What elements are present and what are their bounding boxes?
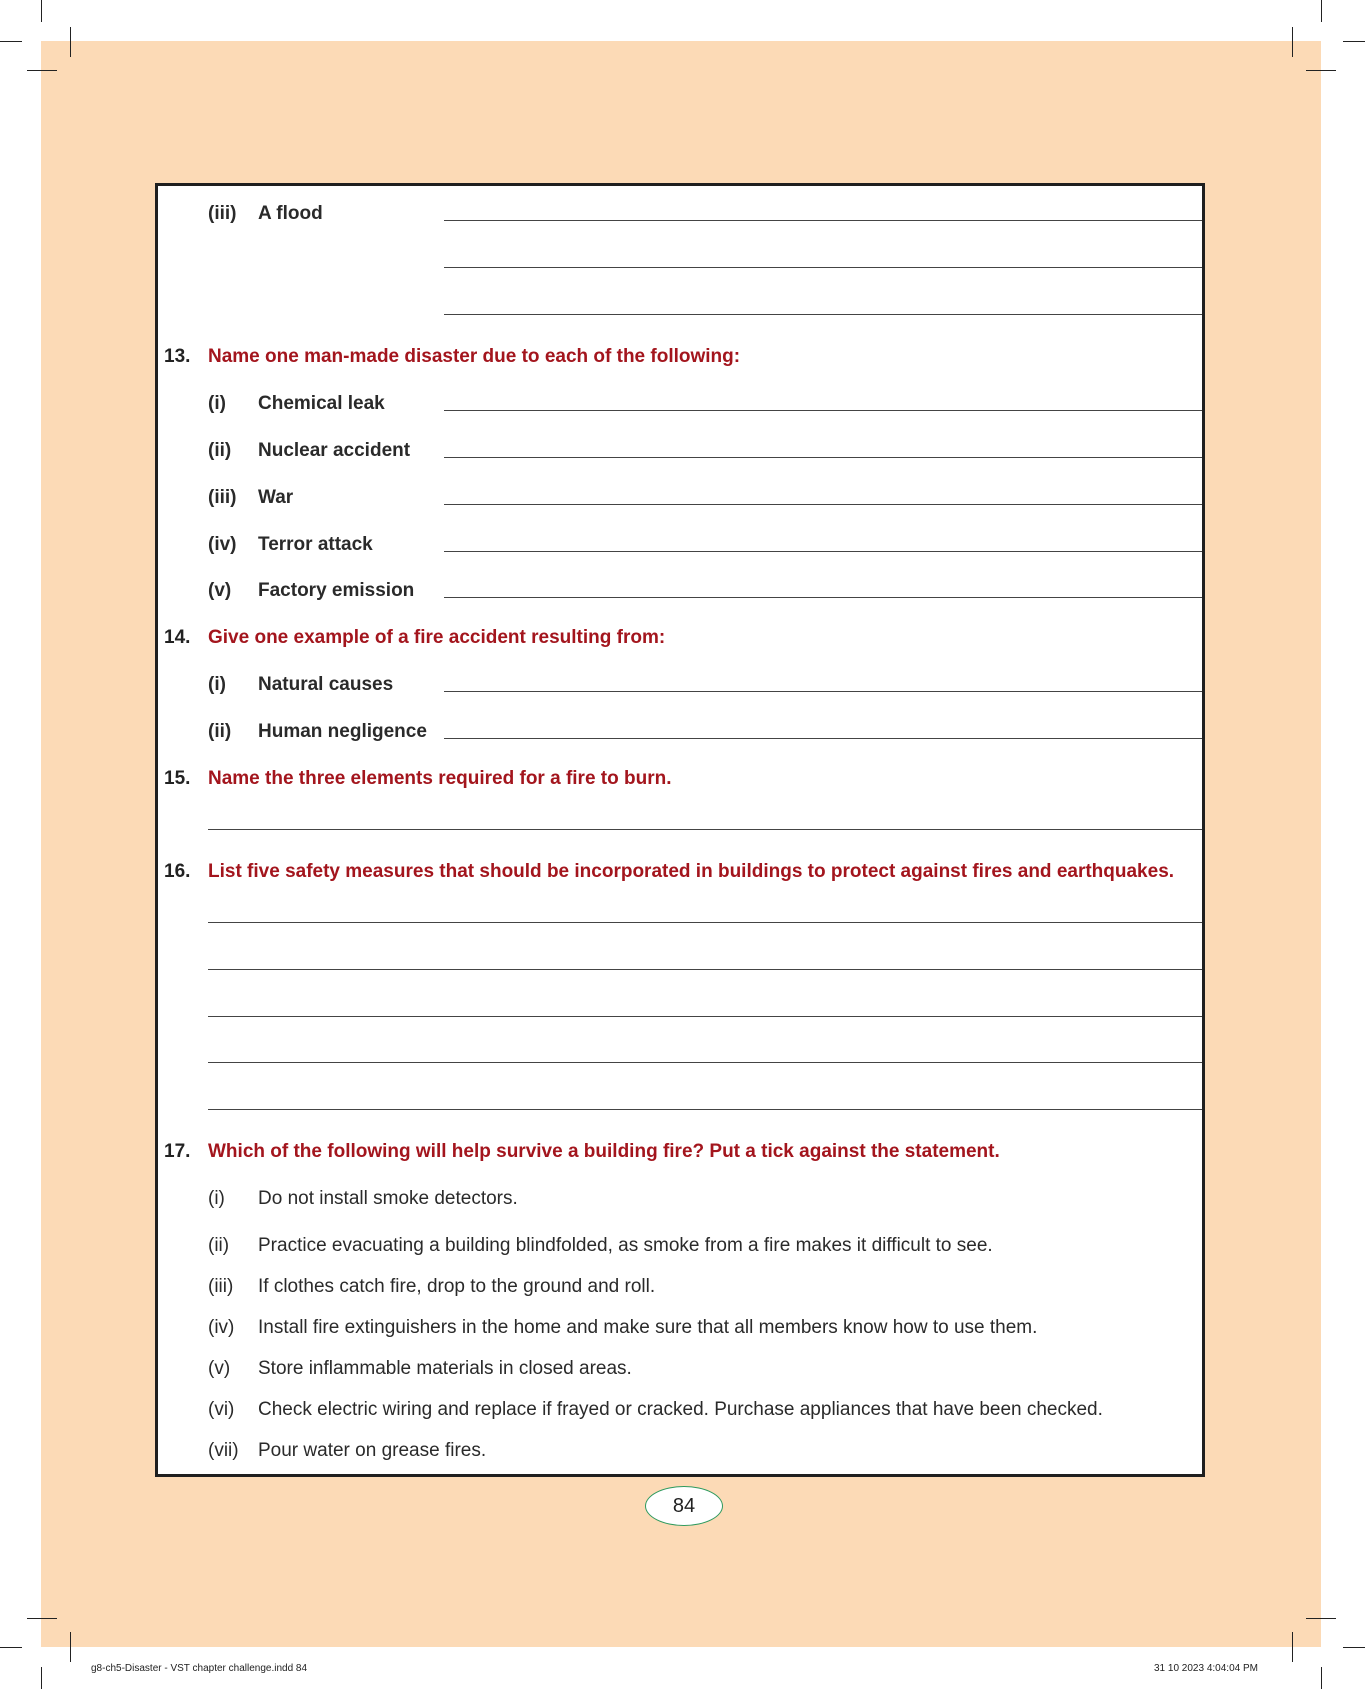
crop-mark xyxy=(1343,1647,1365,1648)
question-text: List five safety measures that should be incorporated in buildings to protect against fires and earthquakes. xyxy=(208,861,1175,882)
list-item xyxy=(158,580,1202,604)
crop-mark xyxy=(1321,0,1322,22)
list-item xyxy=(158,674,1202,698)
statement-item[interactable] xyxy=(158,1235,1202,1259)
question-text: Name one man-made disaster due to each of the following: xyxy=(208,346,741,367)
item-label: War xyxy=(258,487,294,508)
item-numeral: (iv) xyxy=(208,1317,235,1338)
item-numeral: (iii) xyxy=(208,1276,234,1297)
list-item xyxy=(158,393,1202,417)
item-label: Human negligence xyxy=(258,721,427,742)
answer-line[interactable] xyxy=(444,314,1202,315)
worksheet-box xyxy=(155,183,1205,1477)
item-numeral: (i) xyxy=(208,1188,225,1209)
crop-mark xyxy=(1292,1632,1293,1662)
list-item xyxy=(158,203,1202,227)
statement-text: Practice evacuating a building blindfolded, as smoke from a fire makes it difficult to see. xyxy=(258,1235,993,1256)
question-text: Give one example of a fire accident resulting from: xyxy=(208,627,666,648)
item-numeral: (ii) xyxy=(208,440,232,461)
statement-text: If clothes catch fire, drop to the ground and roll. xyxy=(258,1276,656,1297)
item-numeral: (v) xyxy=(208,580,232,601)
statement-text: Install fire extinguishers in the home and make sure that all members know how to use them. xyxy=(258,1317,1038,1338)
answer-line[interactable] xyxy=(444,597,1202,598)
crop-mark xyxy=(1306,70,1336,71)
slug-file-info: g8-ch5-Disaster - VST chapter challenge.indd 84 xyxy=(91,1663,308,1674)
question-number: 15. xyxy=(164,768,191,789)
list-item xyxy=(158,721,1202,745)
item-label: Chemical leak xyxy=(258,393,385,414)
item-label: Natural causes xyxy=(258,674,394,695)
crop-mark xyxy=(27,1618,57,1619)
list-item xyxy=(158,440,1202,464)
statement-item[interactable] xyxy=(158,1276,1202,1300)
question-15 xyxy=(158,768,1202,792)
crop-mark xyxy=(41,1667,42,1689)
item-numeral: (ii) xyxy=(208,721,232,742)
statement-item[interactable] xyxy=(158,1440,1202,1464)
crop-mark xyxy=(1292,27,1293,57)
slug-timestamp: 31 10 2023 4:04:04 PM xyxy=(1154,1663,1258,1674)
question-number: 13. xyxy=(164,346,191,367)
answer-line[interactable] xyxy=(208,969,1202,970)
item-numeral: (iii) xyxy=(208,487,237,508)
answer-line[interactable] xyxy=(208,1016,1202,1017)
item-numeral: (vii) xyxy=(208,1440,239,1461)
crop-mark xyxy=(27,70,57,71)
statement-text: Pour water on grease fires. xyxy=(258,1440,487,1461)
answer-line[interactable] xyxy=(444,691,1202,692)
item-numeral: (v) xyxy=(208,1358,231,1379)
answer-line[interactable] xyxy=(444,220,1202,221)
question-16 xyxy=(158,861,1202,885)
page-number: 84 xyxy=(645,1486,723,1526)
item-label: Factory emission xyxy=(258,580,415,601)
list-item xyxy=(158,534,1202,558)
crop-mark xyxy=(0,41,22,42)
item-numeral: (i) xyxy=(208,674,226,695)
answer-line[interactable] xyxy=(444,551,1202,552)
crop-mark xyxy=(1321,1667,1322,1689)
statement-text: Do not install smoke detectors. xyxy=(258,1188,518,1209)
item-numeral: (ii) xyxy=(208,1235,230,1256)
statement-item[interactable] xyxy=(158,1317,1202,1341)
statement-text: Check electric wiring and replace if frayed or cracked. Purchase appliances that have been checked. xyxy=(258,1399,1103,1420)
question-14 xyxy=(158,627,1202,651)
item-numeral: (i) xyxy=(208,393,226,414)
crop-mark xyxy=(0,1647,22,1648)
list-item xyxy=(158,487,1202,511)
question-number: 16. xyxy=(164,861,191,882)
item-numeral: (vi) xyxy=(208,1399,235,1420)
question-17 xyxy=(158,1141,1202,1165)
answer-line[interactable] xyxy=(444,738,1202,739)
statement-item[interactable] xyxy=(158,1358,1202,1382)
item-label: Terror attack xyxy=(258,534,373,555)
crop-mark xyxy=(70,1632,71,1662)
answer-line[interactable] xyxy=(208,1062,1202,1063)
crop-mark xyxy=(41,0,42,22)
answer-line[interactable] xyxy=(208,829,1202,830)
question-number: 14. xyxy=(164,627,191,648)
item-numeral: (iii) xyxy=(208,203,237,224)
question-number: 17. xyxy=(164,1141,191,1162)
crop-mark xyxy=(1343,41,1365,42)
statement-item[interactable] xyxy=(158,1188,1202,1212)
statement-text: Store inflammable materials in closed areas. xyxy=(258,1358,632,1379)
answer-line[interactable] xyxy=(444,267,1202,268)
question-13 xyxy=(158,346,1202,370)
answer-line[interactable] xyxy=(208,1109,1202,1110)
answer-line[interactable] xyxy=(444,504,1202,505)
answer-line[interactable] xyxy=(208,922,1202,923)
item-numeral: (iv) xyxy=(208,534,237,555)
crop-mark xyxy=(1306,1618,1336,1619)
answer-line[interactable] xyxy=(444,410,1202,411)
item-label: A flood xyxy=(258,203,323,224)
statement-item[interactable] xyxy=(158,1399,1202,1423)
answer-line[interactable] xyxy=(444,457,1202,458)
question-text: Name the three elements required for a fire to burn. xyxy=(208,768,672,789)
crop-mark xyxy=(70,27,71,57)
question-text: Which of the following will help survive a building fire? Put a tick against the statement. xyxy=(208,1141,1000,1162)
item-label: Nuclear accident xyxy=(258,440,411,461)
